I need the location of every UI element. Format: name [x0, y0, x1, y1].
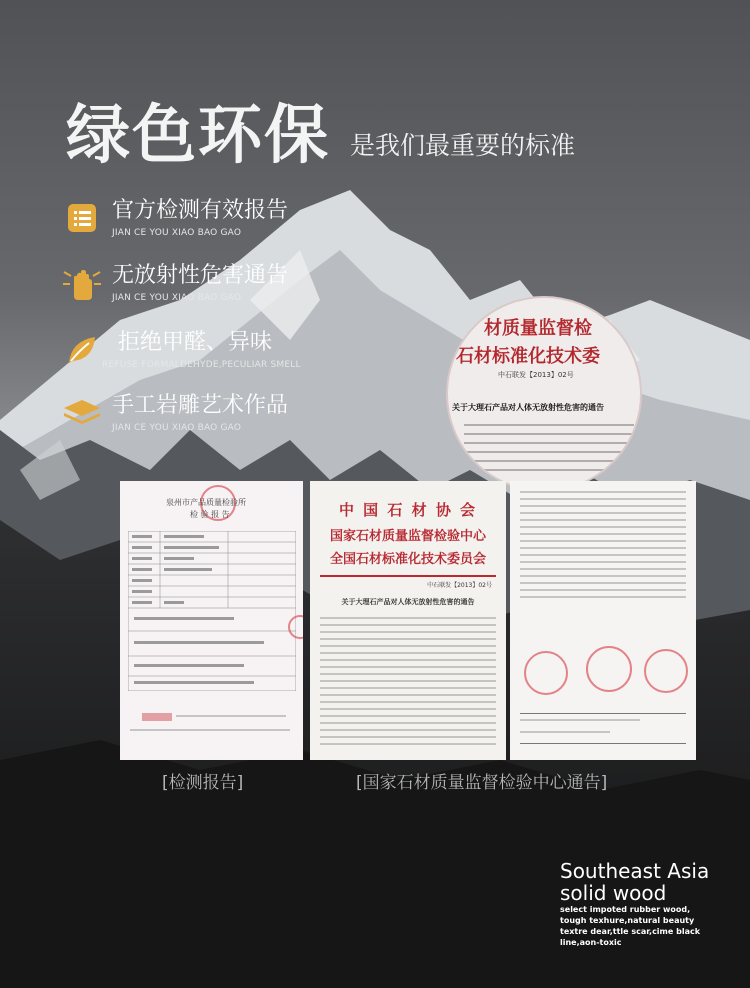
- magnified-title-2: 石材标准化技术委: [456, 346, 600, 367]
- magnified-subject: 关于大理石产品对人体无放射性危害的通告: [452, 403, 604, 412]
- feature-subtitle: REFUSE FORMALDEHYDE,PECULIAR SMELL: [102, 360, 301, 370]
- radiation-hand-icon: [62, 263, 102, 303]
- brand-line-2: solid wood: [560, 881, 667, 905]
- caption-notice: [国家石材质量监督检验中心通告]: [356, 773, 608, 793]
- notice-title-3: 全国石材标准化技术委员会: [329, 552, 486, 567]
- brand-tagline-4: line,aon-toxic: [560, 938, 622, 947]
- feature-official-report: [62, 198, 288, 238]
- red-stamp: [644, 649, 688, 693]
- feature-title: 官方检测有效报告: [112, 198, 289, 223]
- feature-title: 拒绝甲醛、异味: [118, 330, 273, 355]
- feature-handcraft: [62, 393, 288, 433]
- red-rule: [320, 575, 496, 577]
- red-stamp: [586, 646, 632, 692]
- feature-title: 手工岩雕艺术作品: [112, 393, 289, 418]
- magnified-title-1: 材质量监督检: [484, 318, 592, 339]
- brand-line-1: Southeast Asia: [560, 859, 710, 883]
- report-org: 泉州市产品质量检验所: [166, 498, 246, 507]
- notice-document: [310, 481, 506, 760]
- caption-inspection-report: [检测报告]: [162, 773, 244, 793]
- feature-no-formaldehyde: [62, 330, 301, 370]
- magnified-ref: 中石联发【2013】02号: [498, 371, 574, 379]
- brand-block: [560, 860, 709, 948]
- subline: 是我们最重要的标准: [350, 131, 576, 160]
- notice-page2-lines: [510, 491, 696, 598]
- red-stamp: [524, 651, 568, 695]
- feature-title: 无放射性危害通告: [112, 263, 289, 288]
- red-label: [142, 713, 172, 721]
- brand-tagline-1: select impoted rubber wood,: [560, 905, 691, 914]
- feature-subtitle: JIAN CE YOU XIAO BAO GAO: [112, 228, 242, 238]
- leaf-icon: [62, 330, 102, 370]
- feature-subtitle: JIAN CE YOU XIAO BAO GAO: [112, 423, 242, 433]
- magnified-notice: [446, 296, 642, 492]
- notice-ref: 中石联发【2013】02号: [427, 582, 492, 589]
- feature-subtitle: JIAN CE YOU XIAO BAO GAO: [112, 293, 242, 303]
- brand-tagline-3: textre dear,ttle scar,cime black: [560, 927, 701, 936]
- inspection-report-document: [120, 481, 303, 760]
- notice-body-lines: [310, 617, 506, 745]
- notice-title-1: 中 国 石 材 协 会: [338, 501, 478, 519]
- feature-no-radiation: [62, 263, 288, 303]
- report-table: [128, 531, 296, 691]
- notice-subject: 关于大理石产品对人体无放射性危害的通告: [341, 598, 475, 606]
- notice-title-2: 国家石材质量监督检验中心: [329, 529, 486, 544]
- brand-tagline-2: tough texhure,natural beauty: [560, 916, 695, 925]
- report-heading: 检 验 报 告: [190, 510, 230, 519]
- notice-document-page-2: [510, 481, 696, 760]
- report-icon: [62, 198, 102, 238]
- layers-icon: [62, 393, 102, 433]
- headline: 绿色环保: [66, 99, 330, 173]
- magnified-text-lines: [464, 424, 634, 478]
